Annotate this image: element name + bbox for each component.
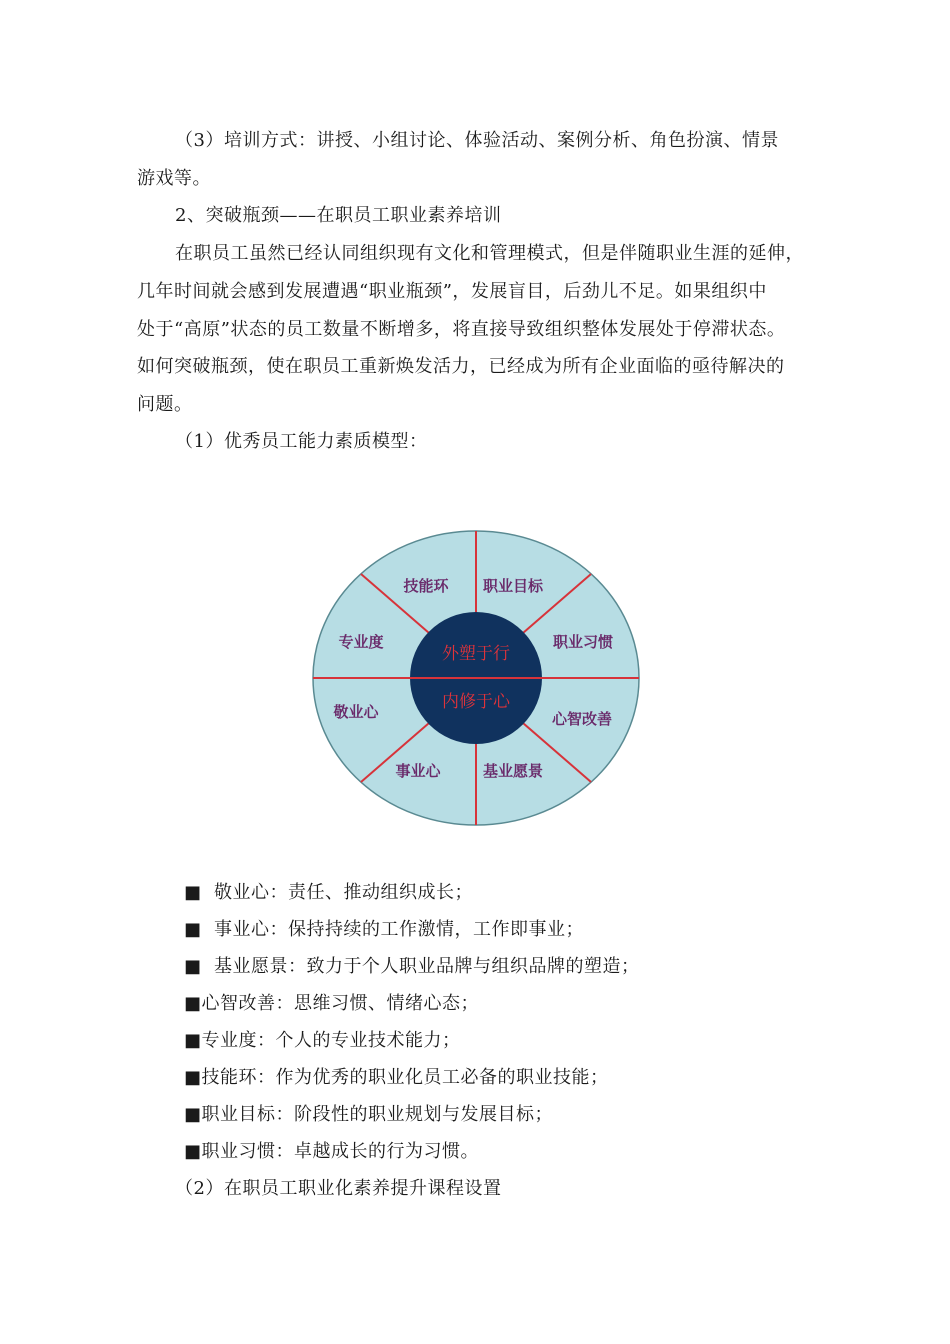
segment-label-career-goal: 职业目标 [482,577,544,595]
segment-label-career-heart: 事业心 [395,762,441,780]
paragraph-training-methods-line2: 游戏等。 [137,168,211,189]
bullet-text: 心智改善：思维习惯、情绪心态； [201,993,480,1014]
subheading-course-setting: （2）在职员工职业化素养提升课程设置 [175,1178,502,1199]
paragraph-body-line2: 几年时间就会感到发展遭遇“职业瓶颈”，发展盲目，后劲儿不足。如果组织中 [137,281,767,302]
square-bullet-icon: ■ [184,882,202,903]
segment-label-skill-ring: 技能环 [403,577,449,595]
segment-label-foundation-vision: 基业愿景 [482,762,544,780]
bullet-item [184,874,473,911]
bullet-item [184,985,479,1022]
square-bullet-icon: ■ [184,956,202,977]
competency-wheel-svg [310,528,642,828]
bullet-item [184,1022,461,1059]
bullet-item [184,1059,609,1096]
square-bullet-icon: ■ [184,919,202,940]
bullet-text: 敬业心：责任、推动组织成长； [214,882,473,903]
core-label-inner: 内修于心 [442,692,510,712]
square-bullet-icon: ■ [184,1104,202,1125]
bullet-text: 专业度：个人的专业技术能力； [201,1030,461,1051]
bullet-item [184,948,640,985]
core-label-outer: 外塑于行 [442,644,510,664]
paragraph-body-line1: 在职员工虽然已经认同组织现有文化和管理模式，但是伴随职业生涯的延伸， [175,243,804,264]
competency-model-diagram [310,528,642,828]
square-bullet-icon: ■ [184,1141,202,1162]
bullet-text: 技能环：作为优秀的职业化员工必备的职业技能； [201,1067,609,1088]
section-heading-2: 2、突破瓶颈——在职员工职业素养培训 [175,205,502,226]
bullet-item [184,1096,553,1133]
square-bullet-icon: ■ [184,1067,202,1088]
paragraph-body-line4: 如何突破瓶颈，使在职员工重新焕发活力，已经成为所有企业面临的亟待解决的 [137,356,785,377]
square-bullet-icon: ■ [184,993,202,1014]
segment-label-professionalism: 专业度 [338,633,384,651]
bullet-text: 职业习惯：卓越成长的行为习惯。 [201,1141,480,1162]
paragraph-body-line5: 问题。 [137,394,193,415]
segment-label-mind-improvement: 心智改善 [551,710,613,728]
paragraph-body-line3: 处于“高原”状态的员工数量不断增多，将直接导致组织整体发展处于停滞状态。 [137,319,786,340]
paragraph-training-methods-line1: （3）培训方式：讲授、小组讨论、体验活动、案例分析、角色扮演、情景 [175,130,779,151]
segment-label-dedication: 敬业心 [333,703,379,721]
bullet-item [184,911,584,948]
bullet-text: 事业心：保持持续的工作激情，工作即事业； [214,919,584,940]
bullet-item [184,1133,479,1170]
square-bullet-icon: ■ [184,1030,202,1051]
subheading-competency-model: （1）优秀员工能力素质模型： [175,431,428,452]
bullet-text: 职业目标：阶段性的职业规划与发展目标； [201,1104,554,1125]
bullet-text: 基业愿景：致力于个人职业品牌与组织品牌的塑造； [214,956,640,977]
segment-label-career-habit: 职业习惯 [552,633,614,651]
